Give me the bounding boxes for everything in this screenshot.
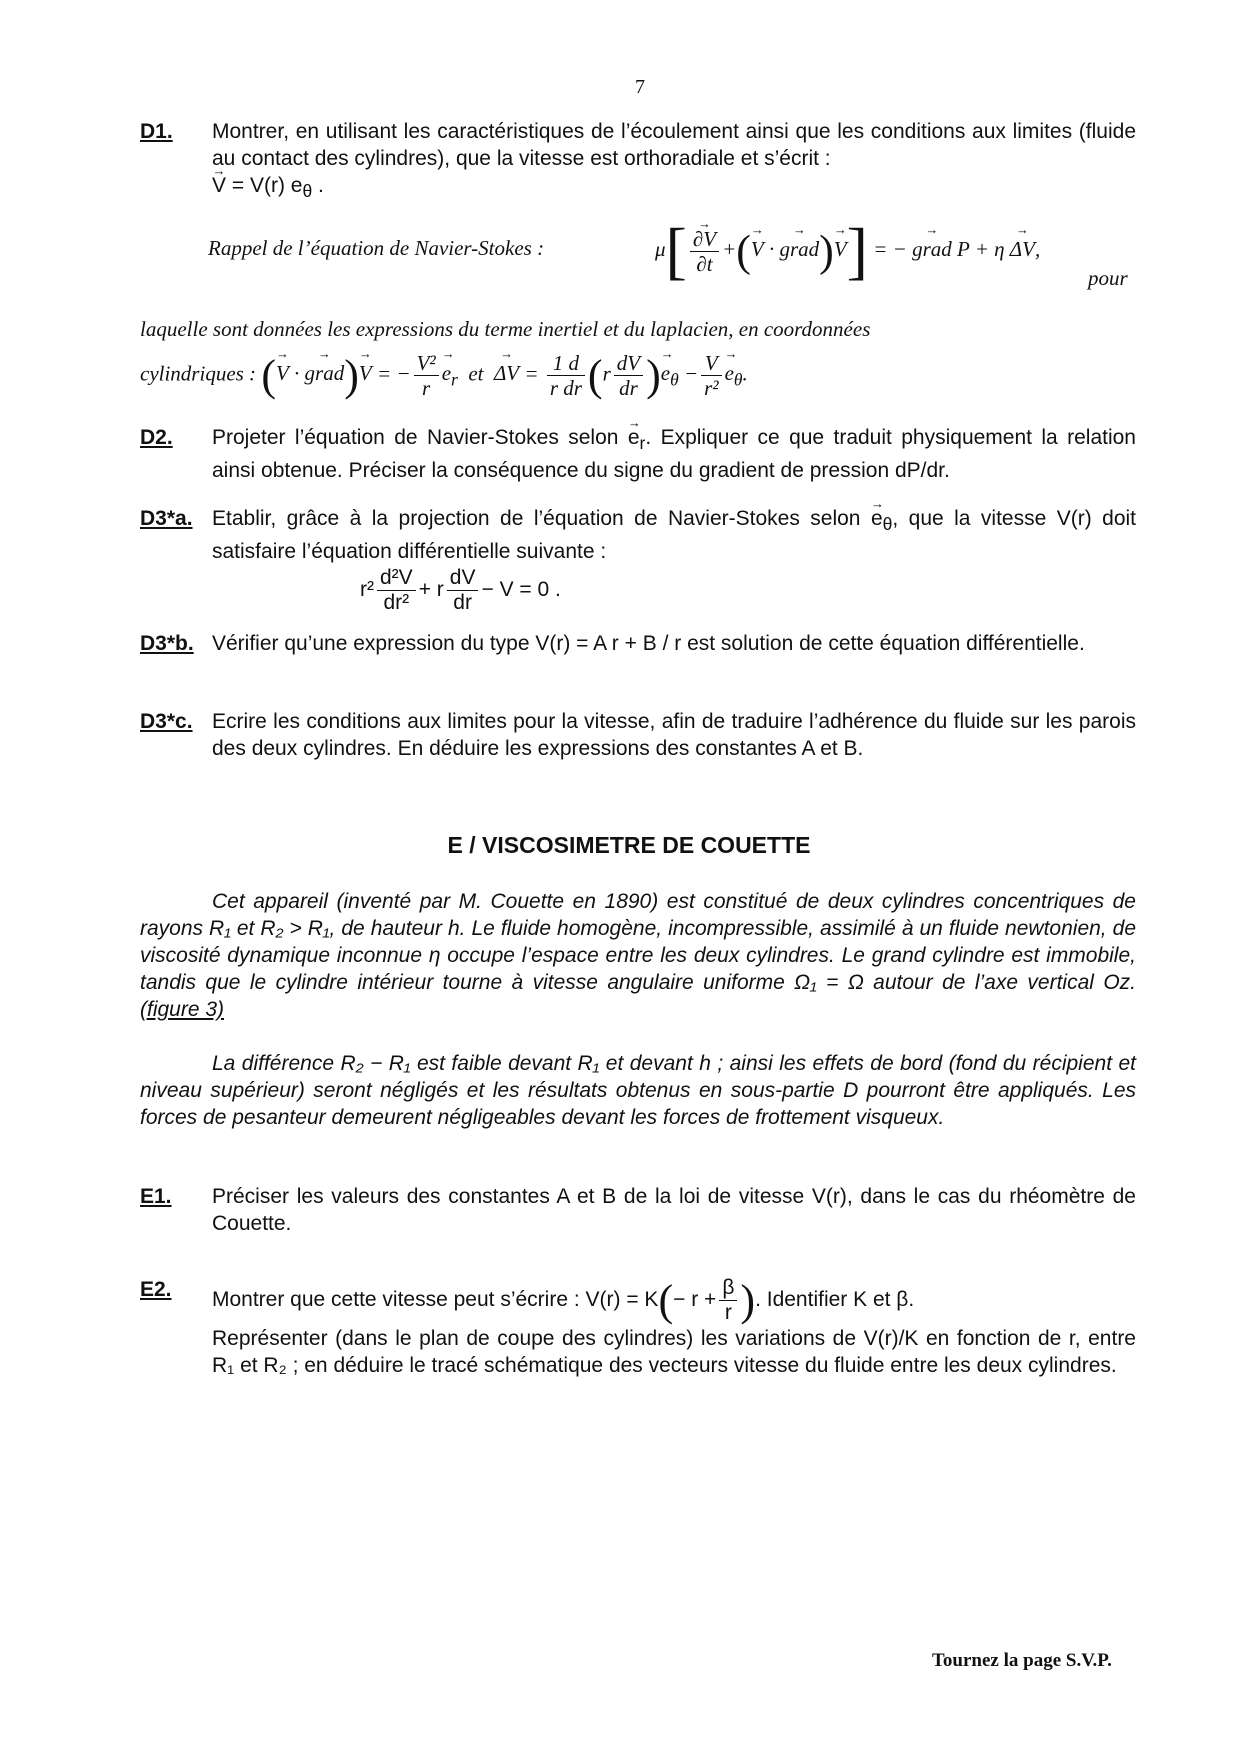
question-e2 <box>140 1276 1136 1325</box>
question-text: Représenter (dans le plan de coupe des cylindres) les variations de V(r)/K en fonction de r, entre R₁ et R₂ ; en déduire le tracé schématique des vecteurs vitesse du fluide entre les deux cylindres. <box>212 1327 1136 1377</box>
navier-stokes-line2: laquelle sont données les expressions du terme inertiel et du laplacien, en coordonnées <box>140 317 871 341</box>
question-label: D1. <box>140 120 173 143</box>
question-text: Montrer que cette vitesse peut s’écrire : V(r) = K(− r + $\frac{\beta}{r}$ ). Identifier K et β. <box>212 1276 915 1325</box>
question-text: Projeter l’équation de Navier-Stokes selon → $e_r$. Expliquer ce que traduit physiquement la relation ainsi obtenue. Préciser la conséquence du signe du gradient de pression dP/dr. <box>212 424 1136 484</box>
question-label: D2. <box>140 426 173 449</box>
question-label: E2. <box>140 1278 172 1301</box>
question-d3b <box>140 630 1136 657</box>
question-label: D3*c. <box>140 710 193 733</box>
section-title: E / VISCOSIMETRE DE COUETTE <box>447 832 811 858</box>
question-e2-continued <box>140 1325 1136 1379</box>
question-d3c <box>140 708 1136 762</box>
page-number: 7 <box>635 76 645 98</box>
question-d2 <box>140 424 1136 484</box>
question-label: E1. <box>140 1185 172 1208</box>
navier-stokes-equation: μ[ → $\frac{\partial V}{\partial t}$ +(→ V · → grad)→ V] = − → grad P + η → ΔV, <box>655 214 1040 288</box>
question-label: D3*a. <box>140 507 193 530</box>
velocity-formula: → V = V(r) $e_\theta$ . <box>212 174 324 197</box>
question-text: Ecrire les conditions aux limites pour la vitesse, afin de traduire l’adhérence du fluide sur les parois des deux cylindres. En déduire les expressions des constantes A et B. <box>212 710 1136 760</box>
assumptions-paragraph: La différence R₂ − R₁ est faible devant R₁ et devant h ; ainsi les effets de bord (fond du récipient et niveau supérieur) seront négligés et les résultats obtenus en sous-partie D pourront être appliqués. Les forces de pesanteur demeurent négligeables devant les forces de frottement visqueux. <box>140 1052 1136 1129</box>
question-e1 <box>140 1183 1136 1237</box>
question-text: Etablir, grâce à la projection de l’équation de Navier-Stokes selon → $e_\theta$, que la vitesse V(r) doit satisfaire l’équation différentielle suivante : <box>212 505 1136 565</box>
figure-reference[interactable]: (figure 3) <box>140 998 225 1021</box>
question-label: D3*b. <box>140 632 194 655</box>
question-d3a <box>140 505 1136 565</box>
question-d1 <box>140 118 1136 205</box>
cylindrical-expressions: cylindriques : (→ V · → grad)→ V = − $\frac{\text{V²}}{r}$ → $e_r$ et → ΔV = $\frac{1 d}{\text{r dr}}$ (r $\frac{dV}{dr}$ )→ $e_\theta$ − $\frac{V}{\text{r²}}$ → $e_\theta$. <box>140 350 748 401</box>
intro-paragraph: Cet appareil (inventé par M. Couette en 1890) est constitué de deux cylindres concentriques de rayons R₁ et R₂ > R₁, de hauteur h. Le fluide homogène, incompressible, assimilé à un fluide newtonien, de viscosité dynamique inconnue η occupe l’espace entre les deux cylindres. Le grand cylindre est immobile, tandis que le cylindre intérieur tourne à vitesse angulaire uniforme Ω₁ = Ω autour de l’axe vertical Oz. (figure 3) <box>140 890 1136 1021</box>
question-text: Montrer, en utilisant les caractéristiques de l’écoulement ainsi que les conditions aux limites (fluide au contact des cylindres), que la vitesse est orthoradiale et s’écrit : → V = V(r) $e_\theta$ . <box>212 118 1136 205</box>
navier-stokes-intro: Rappel de l’équation de Navier-Stokes : <box>208 236 545 260</box>
question-text: Préciser les valeurs des constantes A et B de la loi de vitesse V(r), dans le cas du rhéomètre de Couette. <box>212 1185 1136 1235</box>
navier-stokes-pour: pour <box>1088 266 1128 290</box>
differential-equation: r² $\frac{\text{d²V}}{\text{dr²}}$ + r $\frac{dV}{dr}$ − V = 0 . <box>360 566 561 614</box>
page-footer: Tournez la page S.V.P. <box>932 1650 1112 1671</box>
velocity-law: V(r) = K(− r + $\frac{\beta}{r}$ ) <box>585 1276 756 1325</box>
question-text: Vérifier qu’une expression du type V(r) = A r + B / r est solution de cette équation différentielle. <box>212 632 1085 655</box>
